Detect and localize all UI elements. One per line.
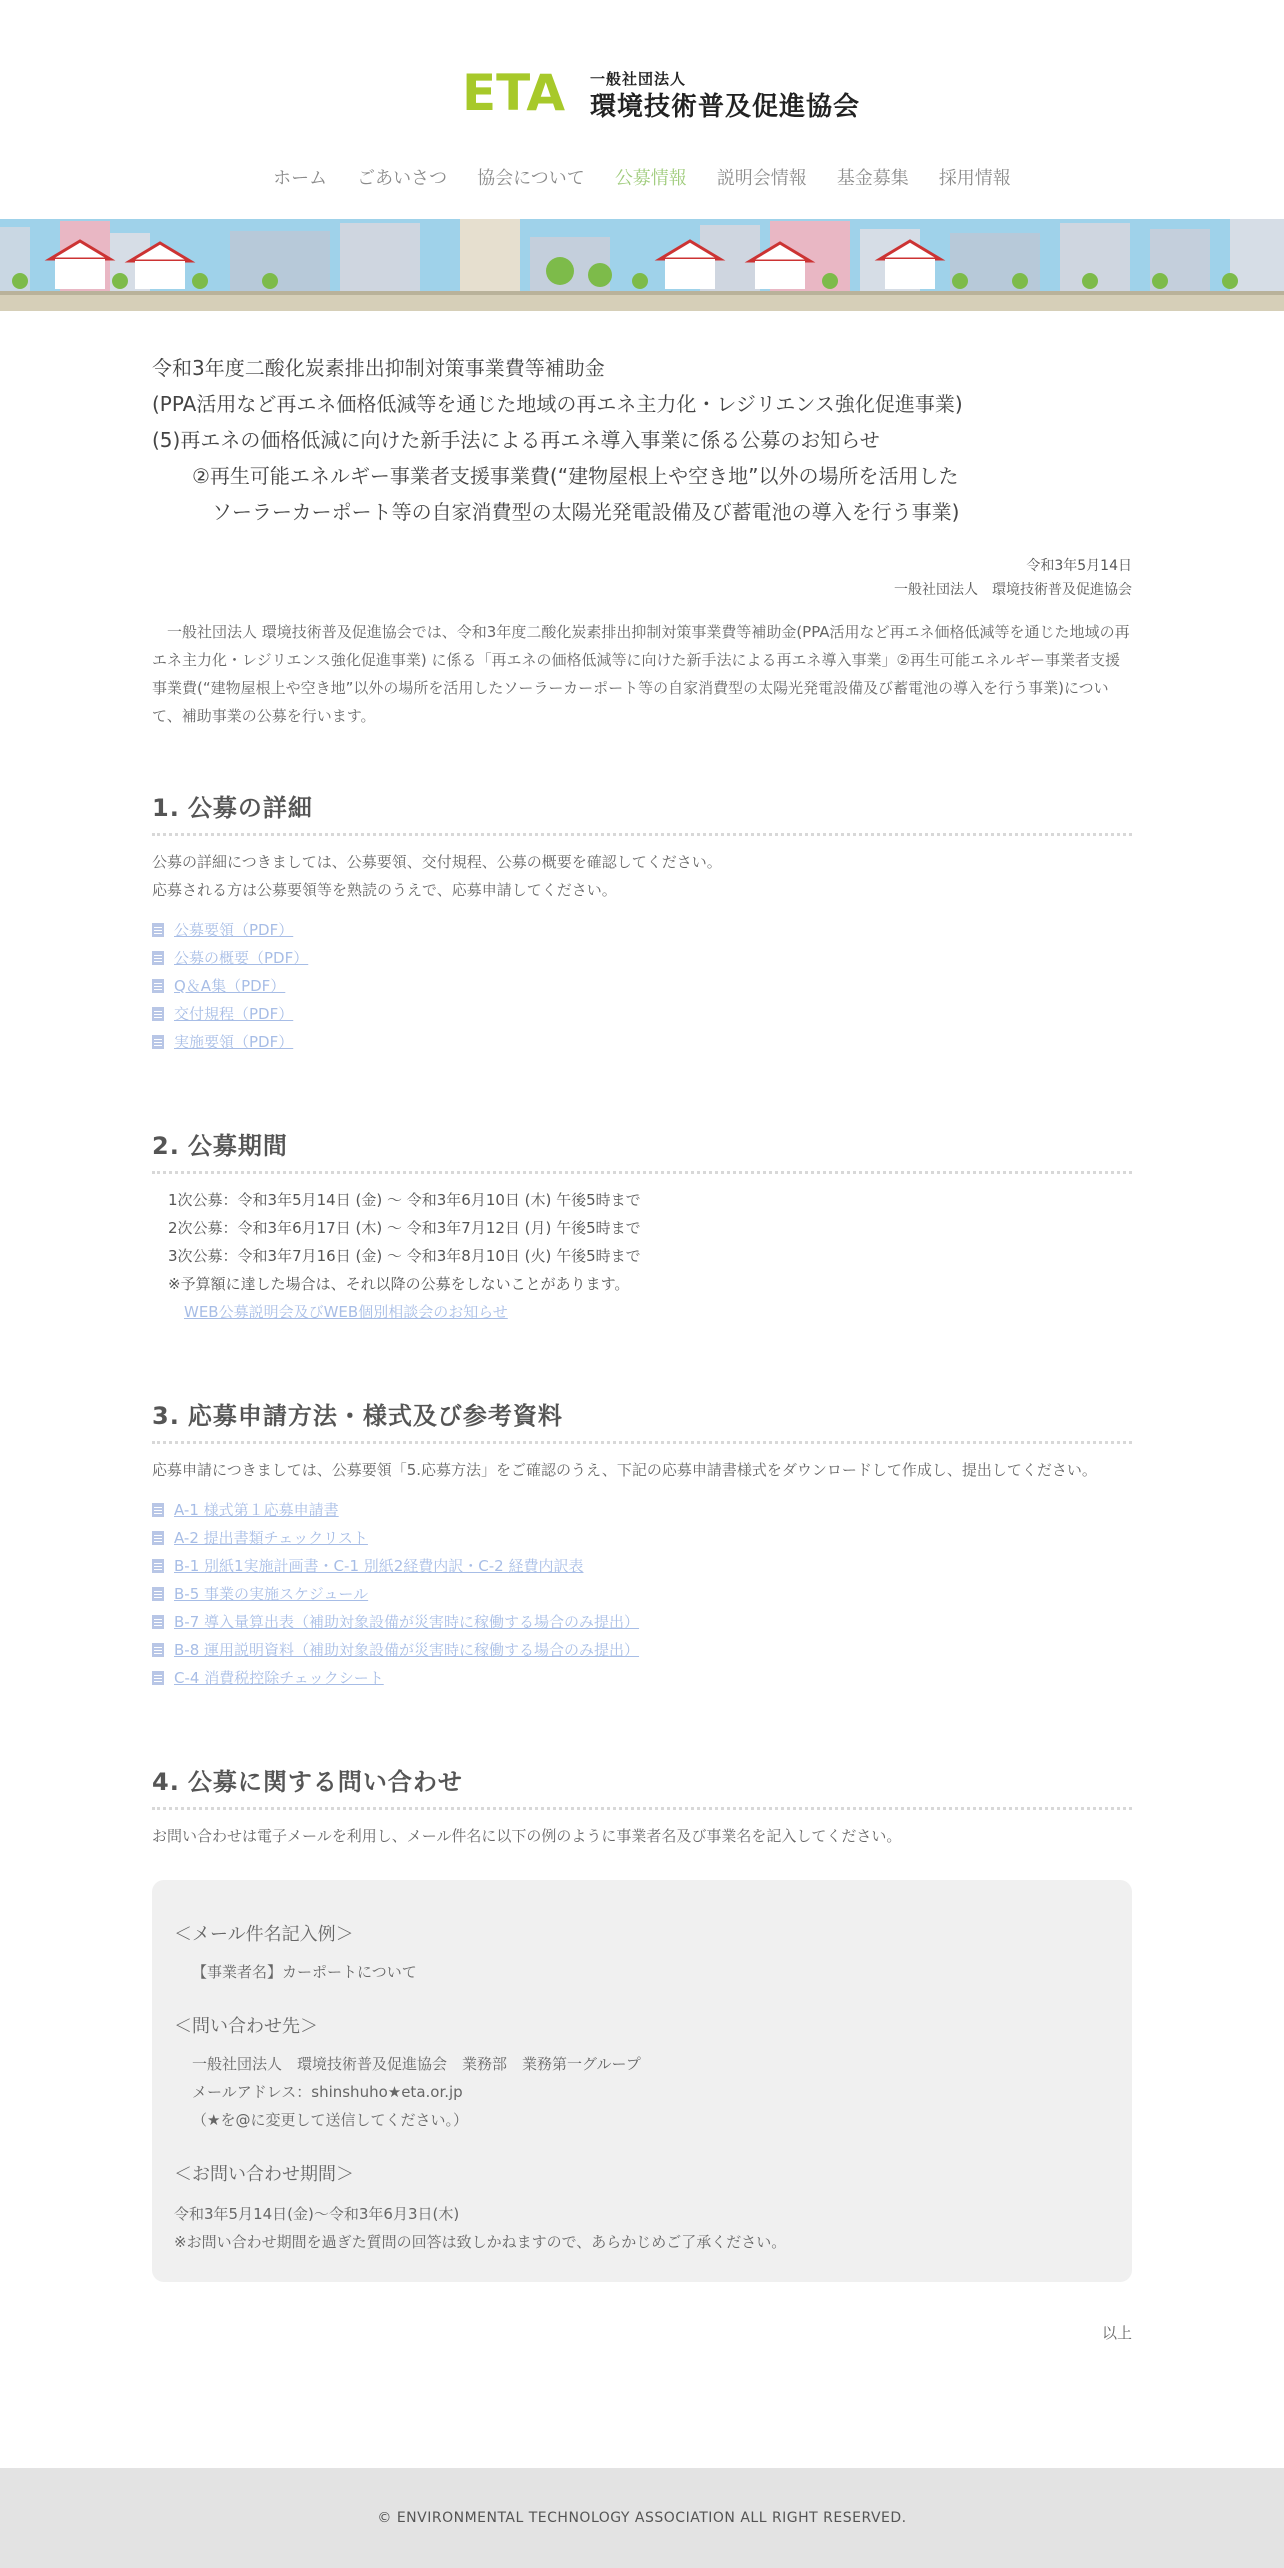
list-item — [152, 1496, 1132, 1524]
form-link-b8[interactable]: B-8 運用説明資料（補助対象設備が災害時に稼働する場合のみ提出） — [174, 1641, 640, 1659]
announcement-title — [152, 350, 1132, 530]
document-icon — [152, 1559, 164, 1573]
section-number: 2. — [152, 1132, 180, 1160]
section-text — [152, 848, 1132, 904]
form-link-b7[interactable]: B-7 導入量算出表（補助対象設備が災害時に稼働する場合のみ提出） — [174, 1613, 640, 1631]
pdf-link-implementation[interactable]: 実施要領（PDF） — [174, 1033, 294, 1051]
title-line-1: 令和3年度二酸化炭素排出抑制対策事業費等補助金 — [152, 356, 605, 380]
intro-paragraph: 一般社団法人 環境技術普及促進協会では、令和3年度二酸化炭素排出抑制対策事業費等補助金(PPA活用など再エネ価格低減等を通じた地域の再エネ主力化・レジリエンス強化促進事業) に係る「再エネの価格低減等に向けた新手法による再エネ導入事業」②再生可能エネルギー事業者支援事業費(“建物屋根上や空き地”以外の場所を活用したソーラーカーポート等の自家消費型の太陽光発電設備及び蓄電池の導入を行う事業)について、補助事業の公募を行います。 — [152, 623, 1130, 725]
site-logo[interactable] — [460, 62, 861, 122]
issuer-name: 一般社団法人 環境技術普及促進協会 — [894, 582, 1132, 598]
section-number: 1. — [152, 794, 180, 822]
section-title: 公募に関する問い合わせ — [187, 1768, 463, 1796]
period-round-1: 1次公募：令和3年5月14日 (金) 〜 令和3年6月10日 (木) 午後5時まで — [168, 1191, 641, 1209]
list-item — [152, 1028, 1132, 1056]
web-briefing-link[interactable]: WEB公募説明会及びWEB個別相談会のお知らせ — [184, 1303, 508, 1321]
section-number: 3. — [152, 1402, 180, 1430]
issue-info — [152, 554, 1132, 602]
pdf-link-faq[interactable]: Q＆A集（PDF） — [174, 977, 286, 995]
title-line-3: (5)再エネの価格低減に向けた新手法による再エネ導入事業に係る公募のお知らせ — [152, 428, 880, 452]
list-item — [152, 972, 1132, 1000]
period-list — [152, 1186, 1132, 1326]
org-type-label: 一般社団法人 — [590, 70, 687, 88]
form-link-b5[interactable]: B-5 事業の実施スケジュール — [174, 1585, 369, 1603]
main-nav — [0, 164, 1284, 190]
list-item — [152, 1664, 1132, 1692]
mail-subject-example-heading: ＜メール件名記入例＞ — [174, 1924, 354, 1945]
contact-email-note: （★を@に変更して送信してください。） — [192, 2111, 468, 2129]
nav-item-fund[interactable]: 基金募集 — [836, 168, 909, 189]
contact-department: 一般社団法人 環境技術普及促進協会 業務部 業務第一グループ — [192, 2055, 641, 2073]
pdf-link-overview[interactable]: 公募の概要（PDF） — [174, 949, 309, 967]
contact-email: メールアドレス：shinshuho★eta.or.jp — [192, 2083, 463, 2101]
mail-subject-example: 【事業者名】カーポートについて — [192, 1963, 417, 1981]
list-item — [152, 1580, 1132, 1608]
list-item — [152, 1524, 1132, 1552]
section-application — [152, 1396, 1132, 1692]
section-title: 公募の詳細 — [187, 794, 313, 822]
document-icon — [152, 1503, 164, 1517]
nav-item-briefing[interactable]: 説明会情報 — [716, 168, 807, 189]
section-heading — [152, 1762, 1132, 1810]
list-item — [168, 1298, 1132, 1326]
document-icon — [152, 1035, 164, 1049]
copyright-text: © ENVIRONMENTAL TECHNOLOGY ASSOCIATION ALL RIGHT RESERVED. — [377, 2510, 907, 2526]
section-period — [152, 1126, 1132, 1326]
issue-date: 令和3年5月14日 — [1026, 558, 1132, 574]
pdf-link-guidelines[interactable]: 公募要領（PDF） — [174, 921, 294, 939]
eta-logo-icon — [460, 62, 578, 118]
nav-item-about[interactable]: 協会について — [477, 168, 585, 189]
site-header — [0, 0, 1284, 220]
section-number: 4. — [152, 1768, 180, 1796]
section-heading — [152, 788, 1132, 836]
nav-item-public-offering[interactable]: 公募情報 — [614, 168, 687, 189]
org-name: 環境技術普及促進協会 — [590, 92, 861, 122]
site-footer — [0, 2468, 1284, 2568]
town-banner-image — [0, 219, 1284, 311]
document-link-list — [152, 916, 1132, 1056]
form-link-b1[interactable]: B-1 別紙1実施計画書・C-1 別紙2経費内訳・C-2 経費内訳表 — [174, 1557, 584, 1575]
section-heading — [152, 1396, 1132, 1444]
document-icon — [152, 1531, 164, 1545]
section-title: 応募申請方法・様式及び参考資料 — [187, 1402, 563, 1430]
list-item — [152, 1608, 1132, 1636]
list-item — [152, 944, 1132, 972]
main-content — [152, 350, 1132, 2343]
form-link-list — [152, 1496, 1132, 1692]
document-icon — [152, 1643, 164, 1657]
inquiry-period: 令和3年5月14日(金)〜令和3年6月3日(木) — [174, 2205, 460, 2223]
inquiry-period-heading: ＜お問い合わせ期間＞ — [174, 2164, 354, 2185]
section-text: お問い合わせは電子メールを利用し、メール件名に以下の例のように事業者名及び事業名を記入してください。 — [152, 1827, 902, 1845]
list-item — [152, 1552, 1132, 1580]
nav-item-recruit[interactable]: 採用情報 — [938, 168, 1011, 189]
list-item — [152, 1636, 1132, 1664]
nav-item-greeting[interactable]: ごあいさつ — [357, 168, 448, 189]
closing-text: 以上 — [1101, 2324, 1132, 2342]
document-icon — [152, 1007, 164, 1021]
title-line-5: ソーラーカーポート等の自家消費型の太陽光発電設備及び蓄電池の導入を行う事業) — [212, 500, 960, 524]
section-text-line: 応募される方は公募要領等を熟読のうえで、応募申請してください。 — [152, 881, 617, 899]
document-icon — [152, 1671, 164, 1685]
town-illustration — [0, 219, 1284, 311]
section-title: 公募期間 — [187, 1132, 288, 1160]
inquiry-period-note: ※お問い合わせ期間を過ぎた質問の回答は致しかねますので、あらかじめご了承ください。 — [174, 2233, 787, 2251]
list-item — [152, 1000, 1132, 1028]
title-line-2: (PPA活用など再エネ価格低減等を通じた地域の再エネ主力化・レジリエンス強化促進事業) — [152, 392, 963, 416]
contact-info-box — [152, 1880, 1132, 2282]
document-icon — [152, 979, 164, 993]
budget-note: ※予算額に達した場合は、それ以降の公募をしないことがあります。 — [168, 1275, 630, 1293]
period-round-2: 2次公募：令和3年6月17日 (木) 〜 令和3年7月12日 (月) 午後5時まで — [168, 1219, 641, 1237]
svg-text:ETA: ETA — [462, 64, 566, 118]
section-text-line: 公募の詳細につきましては、公募要領、交付規程、公募の概要を確認してください。 — [152, 853, 722, 871]
form-link-c4[interactable]: C-4 消費税控除チェックシート — [174, 1669, 384, 1687]
section-heading — [152, 1126, 1132, 1174]
document-icon — [152, 951, 164, 965]
document-icon — [152, 1587, 164, 1601]
form-link-a1[interactable]: A-1 様式第１応募申請書 — [174, 1501, 339, 1519]
document-icon — [152, 1615, 164, 1629]
document-icon — [152, 923, 164, 937]
section-details — [152, 788, 1132, 1056]
period-round-3: 3次公募：令和3年7月16日 (金) 〜 令和3年8月10日 (火) 午後5時まで — [168, 1247, 641, 1265]
section-text: 応募申請につきましては、公募要領「5.応募方法」をご確認のうえ、下記の応募申請書様式をダウンロードして作成し、提出してください。 — [152, 1461, 1097, 1479]
list-item — [152, 916, 1132, 944]
title-line-4: ②再生可能エネルギー事業者支援事業費(“建物屋根上や空き地”以外の場所を活用した — [192, 464, 959, 488]
form-link-a2[interactable]: A-2 提出書類チェックリスト — [174, 1529, 368, 1547]
section-inquiry — [152, 1762, 1132, 2282]
pdf-link-grant-rules[interactable]: 交付規程（PDF） — [174, 1005, 294, 1023]
contact-heading: ＜問い合わせ先＞ — [174, 2016, 318, 2037]
nav-item-home[interactable]: ホーム — [273, 168, 328, 189]
